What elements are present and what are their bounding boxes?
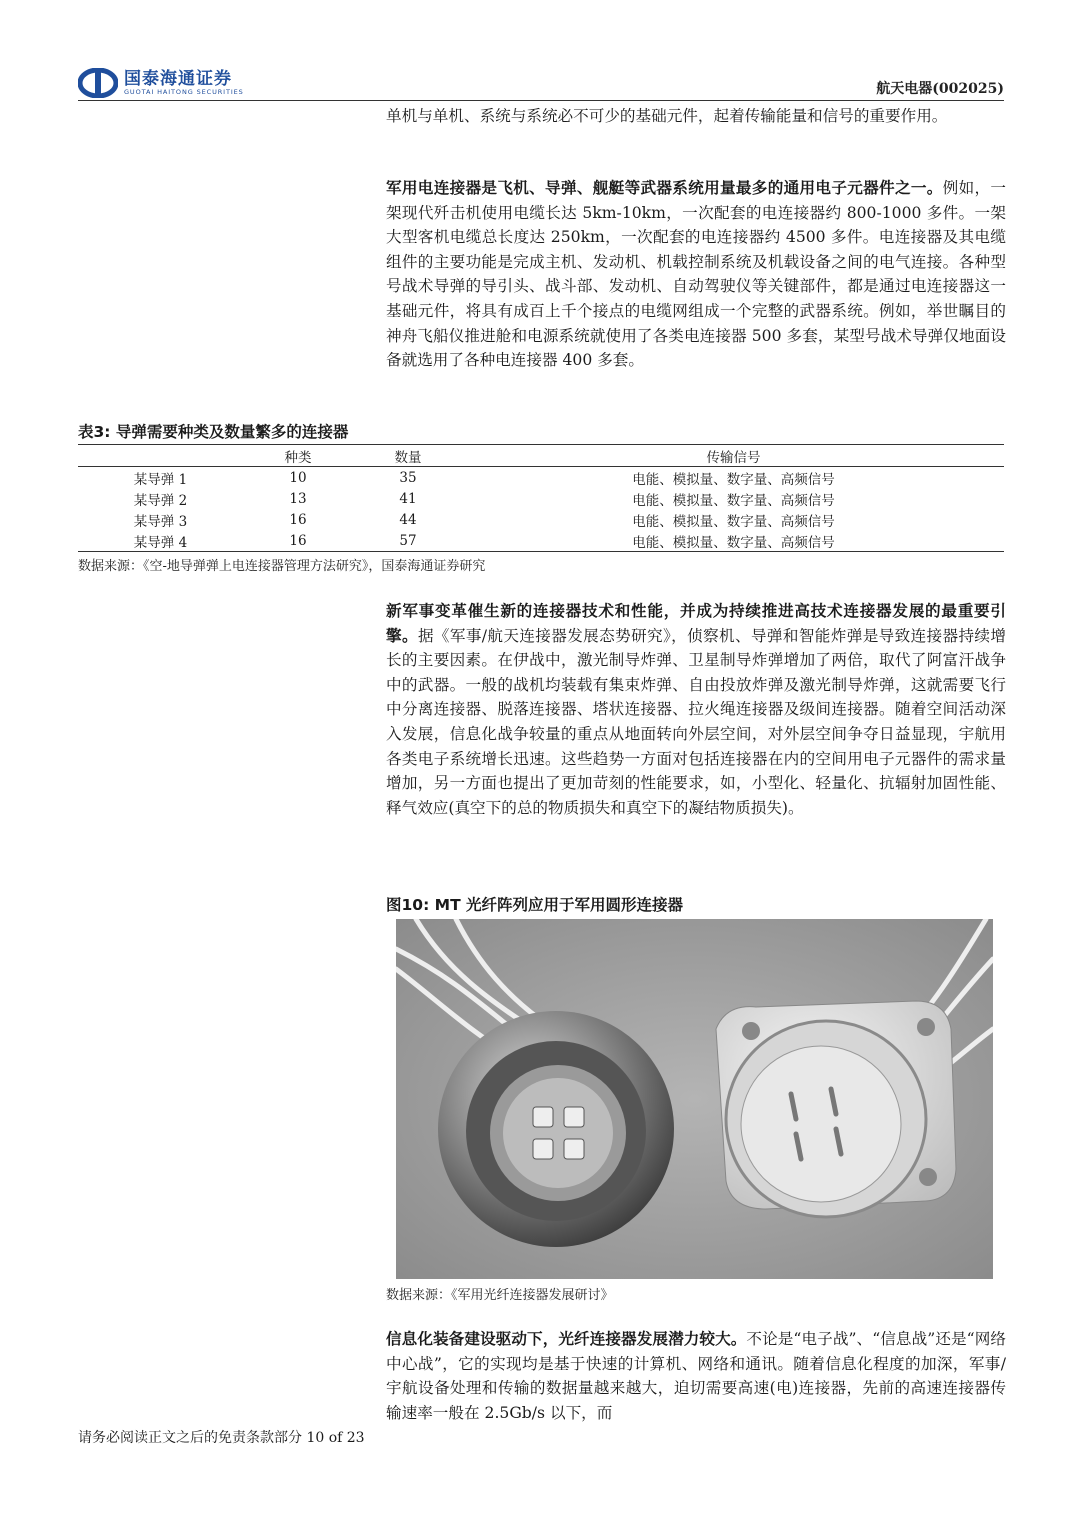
- connector-photo: [396, 919, 993, 1279]
- paragraph-military-reform: [386, 599, 1006, 820]
- table-cell: 13: [289, 490, 307, 507]
- page-header: [78, 66, 1004, 102]
- table-header-row: [78, 445, 1004, 467]
- paragraph-fiber-connectors: [386, 1327, 1006, 1425]
- table-row: [78, 488, 1004, 509]
- table-cell: 某导弹 4: [78, 530, 243, 552]
- logo-icon: [78, 68, 118, 98]
- table-cell: 16: [289, 511, 307, 528]
- table-cell: 10: [289, 469, 307, 486]
- table-row: [78, 467, 1004, 489]
- table-cell: 电能、模拟量、数字量、高频信号: [632, 513, 835, 530]
- table-cell: 某导弹 3: [133, 513, 188, 530]
- figure-source: 数据来源：《军用光纤连接器发展研讨》: [386, 1288, 614, 1303]
- missile-connector-table: [78, 444, 1004, 552]
- table-header-cell: 种类: [243, 445, 353, 467]
- table-cell: 41: [399, 490, 417, 507]
- table-header-cell: 传输信号: [463, 445, 1004, 467]
- paragraph-lead: 新军事变革催生新的连接器技术和性能，并成为持续推进高技术连接器发展的最重要引擎。: [386, 601, 1006, 645]
- table-cell: 35: [399, 469, 417, 486]
- page-footer: 请务必阅读正文之后的免责条款部分 10 of 23: [78, 1430, 365, 1446]
- table-cell: 44: [399, 511, 417, 528]
- company-logo: [78, 68, 244, 98]
- paragraph-body: 据《军事/航天连接器发展态势研究》，侦察机、导弹和智能炸弹是导致连接器持续增长的主要因素。在伊战中，激光制导炸弹、卫星制导炸弹增加了两倍，取代了阿富汗战争中的武器。一般的战机均装载有集束炸弹、自由投放炸弹及激光制导炸弹，这就需要飞行中分离连接器、脱落连接器、塔状连接器、拉火绳连接器及级间连接器。随着空间活动深入发展，信息化战争较量的重点从地面转向外层空间，对外层空间争夺日益显现，宇航用各类电子系统增长迅速。这些趋势一方面对包括连接器在内的空间用电子元器件的需求量增加，另一方面也提出了更加苛刻的性能要求，如，小型化、轻量化、抗辐射加固性能、释气效应(真空下的总的物质损失和真空下的凝结物质损失)。: [386, 626, 1006, 817]
- paragraph-lead: 信息化装备建设驱动下，光纤连接器发展潜力较大。: [386, 1329, 747, 1348]
- table-row: [78, 509, 1004, 530]
- paragraph-lead: 军用电连接器是飞机、导弹、舰艇等武器系统用量最多的通用电子元器件之一。: [386, 178, 943, 197]
- table-cell: 某导弹 2: [133, 492, 188, 509]
- table-cell: 16: [243, 530, 353, 552]
- paragraph-military-connectors: [386, 176, 1006, 373]
- logo-english-name: GUOTAI HAITONG SECURITIES: [124, 87, 244, 96]
- paragraph-body: 不论是“电子战”、“信息战”还是“网络中心战”，它的实现均是基于快速的计算机、网络和通讯。随着信息化程度的加深，军事/宇航设备处理和传输的数据量越来越大，迫切需要高速(电)连接器，先前的高速连接器传输速率一般在 2.5Gb/s 以下，而: [386, 1330, 1006, 1422]
- logo-chinese-name: 国泰海通证券: [124, 68, 232, 89]
- table-cell: 某导弹 1: [133, 471, 188, 488]
- paragraph-body: 例如，一架现代歼击机使用电缆长达 5km-10km，一次配套的电连接器约 800-1000 多件。一架大型客机电缆总长度达 250km，一次配套的电连接器约 4500 多件。电连接器及其电缆组件的主要功能是完成主机、发动机、机载控制系统及机载设备之间的电气连接。各种型号战术导弹的导引头、战斗部、发动机、自动驾驶仪等关键部件，都是通过电连接器这一基础元件，将具有成百上千个接点的电缆网组成一个完整的武器系统。例如，举世瞩目的神舟飞船仪推进舱和电源系统就使用了各类电连接器 500 多套，某型号战术导弹仅地面设备就选用了各种电连接器 400 多套。: [386, 179, 1006, 370]
- table-row: [78, 530, 1004, 552]
- paragraph-intro-continued: 单机与单机、系统与系统必不可少的基础元件，起着传输能量和信号的重要作用。: [386, 107, 948, 125]
- table-source: 数据来源：《空-地导弹弹上电连接器管理方法研究》，国泰海通证券研究: [78, 559, 486, 574]
- table-cell: 电能、模拟量、数字量、高频信号: [632, 492, 835, 509]
- table-cell: 电能、模拟量、数字量、高频信号: [632, 471, 835, 488]
- table-header-cell: 数量: [353, 445, 463, 467]
- header-divider: [78, 100, 1004, 101]
- report-title: 航天电器(002025): [876, 81, 1004, 97]
- figure-caption: 图10: MT 光纤阵列应用于军用圆形连接器: [386, 896, 684, 914]
- table-header-cell: [78, 445, 243, 467]
- table-caption: 表3: 导弹需要种类及数量繁多的连接器: [78, 423, 349, 441]
- table-cell: 电能、模拟量、数字量、高频信号: [463, 530, 1004, 552]
- table-cell: 57: [353, 530, 463, 552]
